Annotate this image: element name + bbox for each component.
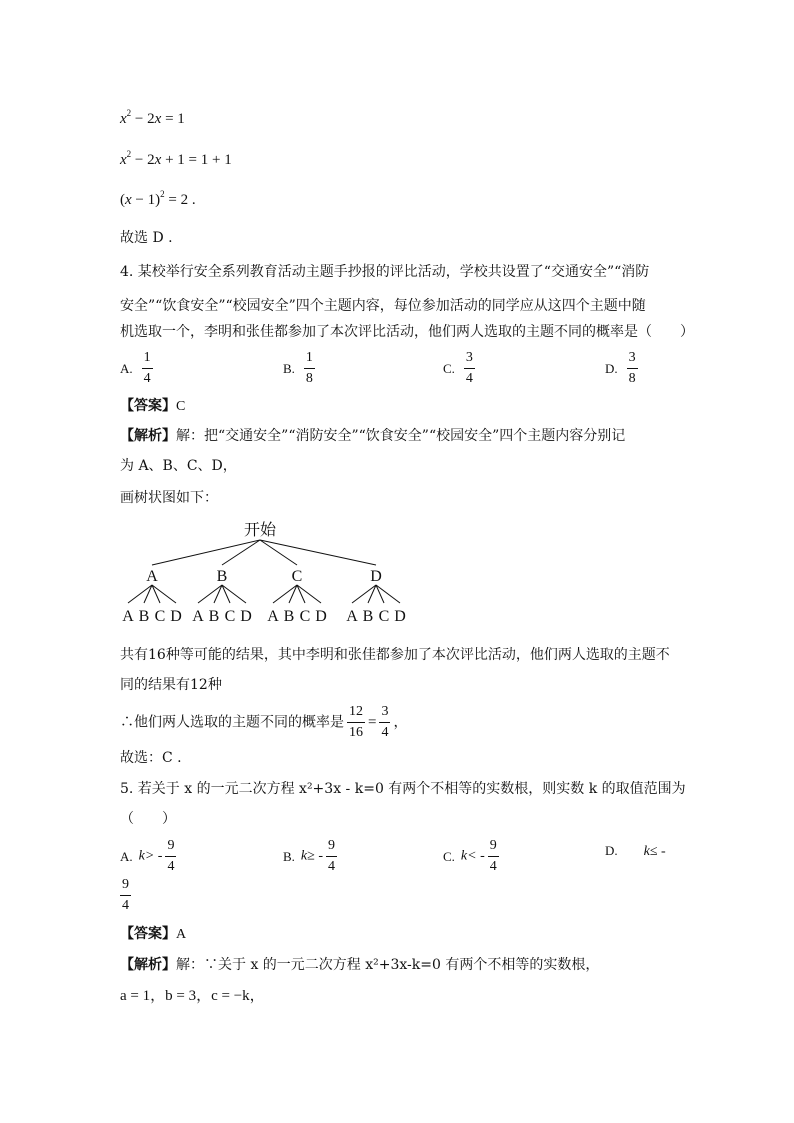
- tree-leaf-AD: D: [170, 608, 182, 625]
- tree-node-D: D: [370, 568, 382, 585]
- q4-option-d: D. $\frac{3}{8}$: [605, 350, 636, 386]
- tree-branch: [152, 540, 260, 565]
- tree-node-A: A: [146, 568, 158, 585]
- tree-leaf-BB: B: [208, 608, 220, 625]
- option-label: D.: [605, 360, 618, 376]
- answer-tag: 【答案】: [120, 926, 176, 942]
- answer-tag: 【答案】: [120, 398, 176, 414]
- q5-option-d-label: D. k≤ -: [605, 843, 666, 859]
- tree-node-B: B: [216, 568, 228, 585]
- q4-result-line-1: 共有16种等可能的结果，其中李明和张佳都参加了本次评比活动，他们两人选取的主题不: [120, 647, 670, 663]
- q5-analysis-line-1: 【解析】解：∵关于 x 的一元二次方程 x²+3x-k=0 有两个不相等的实数根，: [120, 957, 600, 973]
- q4-stem-line-2: 安全”“饮食安全”“校园安全”四个主题内容，每位参加活动的同学应从这四个主题中随: [120, 298, 646, 314]
- tree-leaf-CB: B: [283, 608, 295, 625]
- equation-line-3: $(x - 1)^2 = 2$ .: [120, 189, 196, 208]
- q4-analysis-line-3: 画树状图如下：: [120, 490, 218, 506]
- tree-leaf-DA: A: [346, 608, 358, 625]
- tree-leaf-DB: B: [362, 608, 374, 625]
- tree-leaf-AB: B: [138, 608, 150, 625]
- q4-answer: [120, 396, 185, 417]
- tree-leaf-AC: C: [154, 608, 166, 625]
- q5-answer: [120, 924, 186, 945]
- answer-value: A: [176, 927, 187, 942]
- fraction-12-16: $\frac{12}{16}$: [349, 704, 363, 740]
- tree-diagram: [110, 515, 420, 630]
- q4-option-a: A. $\frac{1}{4}$: [120, 350, 151, 386]
- q4-analysis-line-2: 为 A、B、C、D，: [120, 458, 237, 474]
- analysis-tag: 【解析】: [120, 428, 176, 444]
- option-label: B.: [283, 360, 295, 376]
- tree-leaf-AA: A: [122, 608, 134, 625]
- q4-probability-line: ∴他们两人选取的主题不同的概率是 $\frac{12}{16}$ = $\frac{3}{4}$ ，: [120, 704, 408, 740]
- q4-stem-line-1: 4. 某校举行安全系列教育活动主题手抄报的评比活动，学校共设置了“交通安全”“消防: [120, 264, 650, 280]
- q5-option-d-fraction: $\frac{9}{4}$: [122, 877, 129, 913]
- equation-line-2: $x^2 - 2x + 1 = 1 + 1$: [120, 149, 232, 168]
- tree-leaf-CA: A: [267, 608, 279, 625]
- q4-option-b: B. $\frac{1}{8}$: [283, 350, 313, 386]
- option-label: C.: [443, 360, 455, 376]
- tree-branch: [222, 540, 260, 565]
- q4-option-c: C. $\frac{3}{4}$: [443, 350, 473, 386]
- tree-root: 开始: [243, 522, 277, 539]
- tree-leaf-BC: C: [224, 608, 236, 625]
- equation-line-1: $x^2 - 2x = 1$: [120, 108, 185, 127]
- q5-stem-line-2: （ ）: [120, 811, 176, 827]
- option-label: A.: [120, 360, 133, 376]
- tree-leaf-CC: C: [299, 608, 311, 625]
- tree-leaf-DC: C: [378, 608, 390, 625]
- q5-analysis-line-2: a = 1，b = 3，c = −k，: [120, 988, 265, 1004]
- q5-option-c: C. k< - $\frac{9}{4}$: [443, 838, 497, 874]
- tree-leaf-BD: D: [240, 608, 252, 625]
- tree-leaf-BA: A: [192, 608, 204, 625]
- tree-leaf-CD: D: [315, 608, 327, 625]
- tree-branch: [260, 540, 376, 565]
- analysis-tag: 【解析】: [120, 957, 176, 973]
- tree-leaf-DD: D: [394, 608, 406, 625]
- q4-result-line-2: 同的结果有12种: [120, 677, 222, 693]
- prev-choose: 故选 D .: [120, 230, 173, 246]
- q5-option-a: A. k> - $\frac{9}{4}$: [120, 838, 175, 874]
- q5-stem-line-1: 5. 若关于 x 的一元二次方程 x²+3x - k=0 有两个不相等的实数根，则实数 k 的取值范围为: [120, 781, 686, 797]
- q4-stem-line-3: 机选取一个，李明和张佳都参加了本次评比活动，他们两人选取的主题不同的概率是（ ）: [120, 324, 694, 340]
- tree-node-C: C: [291, 568, 303, 585]
- q4-analysis-line-1: 【解析】解：把“交通安全”“消防安全”“饮食安全”“校园安全”四个主题内容分别记: [120, 428, 626, 444]
- q4-choose: 故选：C .: [120, 750, 182, 766]
- fraction-3-4: $\frac{3}{4}$: [381, 704, 389, 740]
- q5-option-b: B. k≥ - $\frac{9}{4}$: [283, 838, 335, 874]
- answer-value: C: [176, 399, 186, 414]
